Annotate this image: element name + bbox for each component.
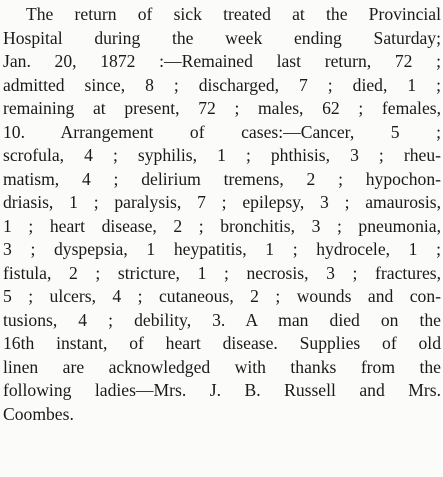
article-line: matism, 4 ; delirium tremens, 2 ; hypochon-: [3, 168, 441, 189]
article-line: Coombes.: [3, 403, 74, 424]
article-line: 1 ; heart disease, 2 ; bronchitis, 3 ; pneumonia,: [3, 215, 441, 236]
article-line: scrofula, 4 ; syphilis, 1 ; phthisis, 3 ; rheu-: [3, 145, 441, 165]
article-line: fistula, 2 ; stricture, 1 ; necrosis, 3 ; fractures,: [3, 262, 441, 283]
article-line: 5 ; ulcers, 4 ; cutaneous, 2 ; wounds and con-: [3, 286, 441, 306]
article-line: 10. Arrangement of cases:—Cancer, 5 ;: [3, 121, 441, 142]
article-line: Jan. 20, 1872 :—Remained last return, 72 ;: [3, 51, 441, 71]
article-line: linen are acknowledged with thanks from the: [3, 356, 441, 377]
article-line: driasis, 1 ; paralysis, 7 ; epilepsy, 3 ; amaurosis,: [3, 192, 441, 212]
article-line: The return of sick treated at the Provincial: [26, 4, 441, 24]
article-line: Hospital during the week ending Saturday;: [3, 27, 441, 48]
article-line: remaining at present, 72 ; males, 62 ; females,: [3, 98, 441, 118]
article-line: admitted since, 8 ; discharged, 7 ; died, 1 ;: [3, 74, 441, 95]
article-line: 3 ; dyspepsia, 1 heypatitis, 1 ; hydrocele, 1 ;: [3, 239, 441, 259]
article-line: following ladies—Mrs. J. B. Russell and Mrs.: [3, 380, 441, 400]
article-line: 16th instant, of heart disease. Supplies of old: [3, 333, 441, 353]
article-line: tusions, 4 ; debility, 3. A man died on the: [3, 309, 441, 330]
